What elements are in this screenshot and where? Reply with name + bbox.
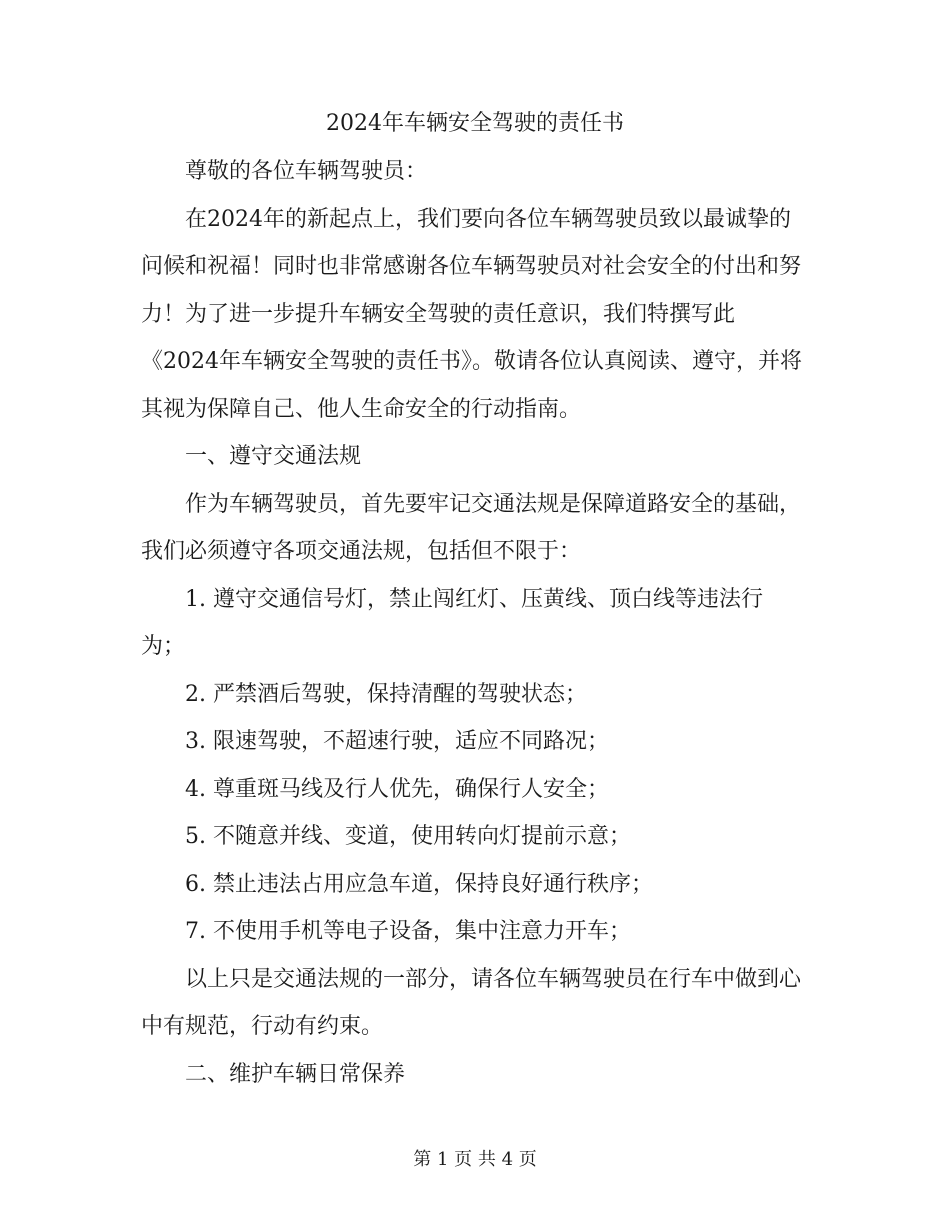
document-body [141, 148, 806, 1098]
list-item: 4. 尊重斑马线及行人优先，确保行人安全； [185, 776, 609, 802]
list-item: 7. 不使用手机等电子设备，集中注意力开车； [185, 919, 631, 944]
salutation: 尊敬的各位车辆驾驶员： [185, 159, 428, 184]
list-item: 6. 禁止违法占用应急车道，保持良好通行秩序； [185, 871, 653, 897]
list-item: 2. 严禁酒后驾驶，保持清醒的驾驶状态； [185, 681, 587, 707]
section-heading-2: 二、维护车辆日常保养 [185, 1061, 406, 1087]
list-item: 1. 遵守交通信号灯，禁止闯红灯、压黄线、顶白线等违法行为； [141, 586, 763, 659]
section-heading-1: 一、遵守交通法规 [185, 444, 362, 469]
list-item: 3. 限速驾驶，不超速行驶，适应不同路况； [185, 729, 609, 754]
page-footer: 第 1 页 共 4 页 [413, 1149, 537, 1170]
section-1-summary: 以上只是交通法规的一部分，请各位车辆驾驶员在行车中做到心中有规范，行动有约束。 [141, 966, 802, 1039]
document-title: 2024年车辆安全驾驶的责任书 [326, 111, 624, 136]
intro-paragraph: 在2024年的新起点上，我们要向各位车辆驾驶员致以最诚挚的问候和祝福！同时也非常感谢各位车辆驾驶员对社会安全的付出和努力！为了进一步提升车辆安全驾驶的责任意识，我们特撰写此《2024年车辆安全驾驶的责任书》。敬请各位认真阅读、遵守，并将其视为保障自己、他人生命安全的行动指南。 [141, 206, 802, 422]
list-item: 5. 不随意并线、变道，使用转向灯提前示意； [185, 824, 631, 849]
section-1-intro: 作为车辆驾驶员，首先要牢记交通法规是保障道路安全的基础，我们必须遵守各项交通法规，包括但不限于： [141, 491, 802, 564]
